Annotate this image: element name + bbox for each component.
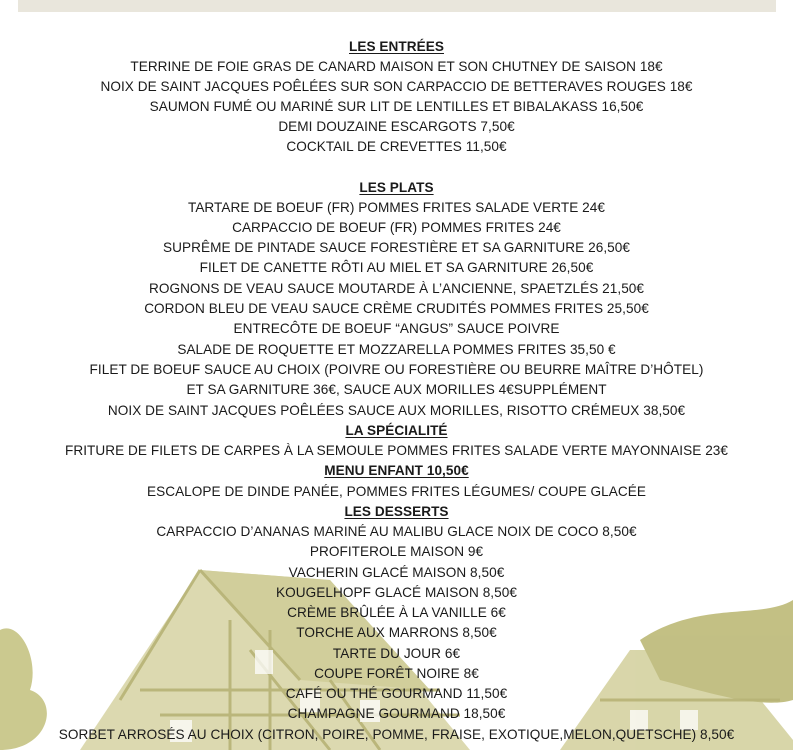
header-band [18, 0, 776, 12]
menu-item: ROGNONS DE VEAU SAUCE MOUTARDE À L’ANCIENNE, SPAETZLÉS 21,50€ [148, 281, 645, 296]
menu-item: CAFÉ OU THÉ GOURMAND 11,50€ [285, 686, 508, 701]
menu-item: CHAMPAGNE GOURMAND 18,50€ [287, 706, 506, 721]
menu-item: ET SA GARNITURE 36€, SAUCE AUX MORILLES 4€SUPPLÉMENT [186, 382, 607, 397]
menu-item: SALADE DE ROQUETTE ET MOZZARELLA POMMES FRITES 35,50 € [177, 342, 616, 357]
menu-item: FILET DE BOEUF SAUCE AU CHOIX (POIVRE OU FORESTIÈRE OU BEURRE MAÎTRE D’HÔTEL) [89, 362, 704, 377]
menu-item: CARPACCIO D’ANANAS MARINÉ AU MALIBU GLACE NOIX DE COCO 8,50€ [156, 524, 637, 539]
menu-item: SORBET ARROSÉS AU CHOIX (CITRON, POIRE, POMME, FRAISE, EXOTIQUE,MELON,QUETSCHE) 8,50€ [58, 727, 735, 742]
section-heading-desserts: LES DESSERTS [344, 504, 449, 519]
section-heading-enfant: MENU ENFANT 10,50€ [324, 463, 469, 478]
menu-item: CRÈME BRÛLÉE À LA VANILLE 6€ [287, 605, 506, 620]
menu-item: FRITURE DE FILETS DE CARPES À LA SEMOULE POMMES FRITES SALADE VERTE MAYONNAISE 23€ [64, 443, 729, 458]
menu-item: DEMI DOUZAINE ESCARGOTS 7,50€ [278, 119, 515, 134]
menu-item: FILET DE CANETTE RÔTI AU MIEL ET SA GARNITURE 26,50€ [199, 260, 594, 275]
menu-item: CORDON BLEU DE VEAU SAUCE CRÈME CRUDITÉS POMMES FRITES 25,50€ [144, 301, 649, 316]
menu-item: VACHERIN GLACÉ MAISON 8,50€ [288, 565, 505, 580]
menu-item: ENTRECÔTE DE BOEUF “ANGUS” SAUCE POIVRE [233, 321, 560, 336]
menu-item: KOUGELHOPF GLACÉ MAISON 8,50€ [276, 585, 517, 600]
menu-item: NOIX DE SAINT JACQUES POÊLÉES SUR SON CARPACCIO DE BETTERAVES ROUGES 18€ [100, 79, 693, 94]
menu-item: SAUMON FUMÉ OU MARINÉ SUR LIT DE LENTILLES ET BIBALAKASS 16,50€ [149, 99, 644, 114]
menu-item: CARPACCIO DE BOEUF (FR) POMMES FRITES 24€ [232, 220, 561, 235]
menu-item: ESCALOPE DE DINDE PANÉE, POMMES FRITES LÉGUMES/ COUPE GLACÉE [146, 484, 647, 499]
section-heading-specialite: LA SPÉCIALITÉ [345, 423, 448, 438]
menu-item: TORCHE AUX MARRONS 8,50€ [296, 625, 497, 640]
menu-item: COCKTAIL DE CREVETTES 11,50€ [286, 139, 507, 154]
menu-item: COUPE FORÊT NOIRE 8€ [314, 666, 479, 681]
menu-item: SUPRÊME DE PINTADE SAUCE FORESTIÈRE ET SA GARNITURE 26,50€ [163, 240, 630, 255]
menu-item: TARTARE DE BOEUF (FR) POMMES FRITES SALADE VERTE 24€ [187, 200, 606, 215]
menu-item: TERRINE DE FOIE GRAS DE CANARD MAISON ET SON CHUTNEY DE SAISON 18€ [130, 59, 663, 74]
section-heading-entrees: LES ENTRÉES [349, 39, 444, 54]
menu-item: TARTE DU JOUR 6€ [332, 646, 461, 661]
menu-item: NOIX DE SAINT JACQUES POÊLÉES SAUCE AUX MORILLES, RISOTTO CRÉMEUX 38,50€ [107, 403, 686, 418]
menu-item: PROFITEROLE MAISON 9€ [309, 544, 484, 559]
section-heading-plats: LES PLATS [359, 180, 434, 195]
